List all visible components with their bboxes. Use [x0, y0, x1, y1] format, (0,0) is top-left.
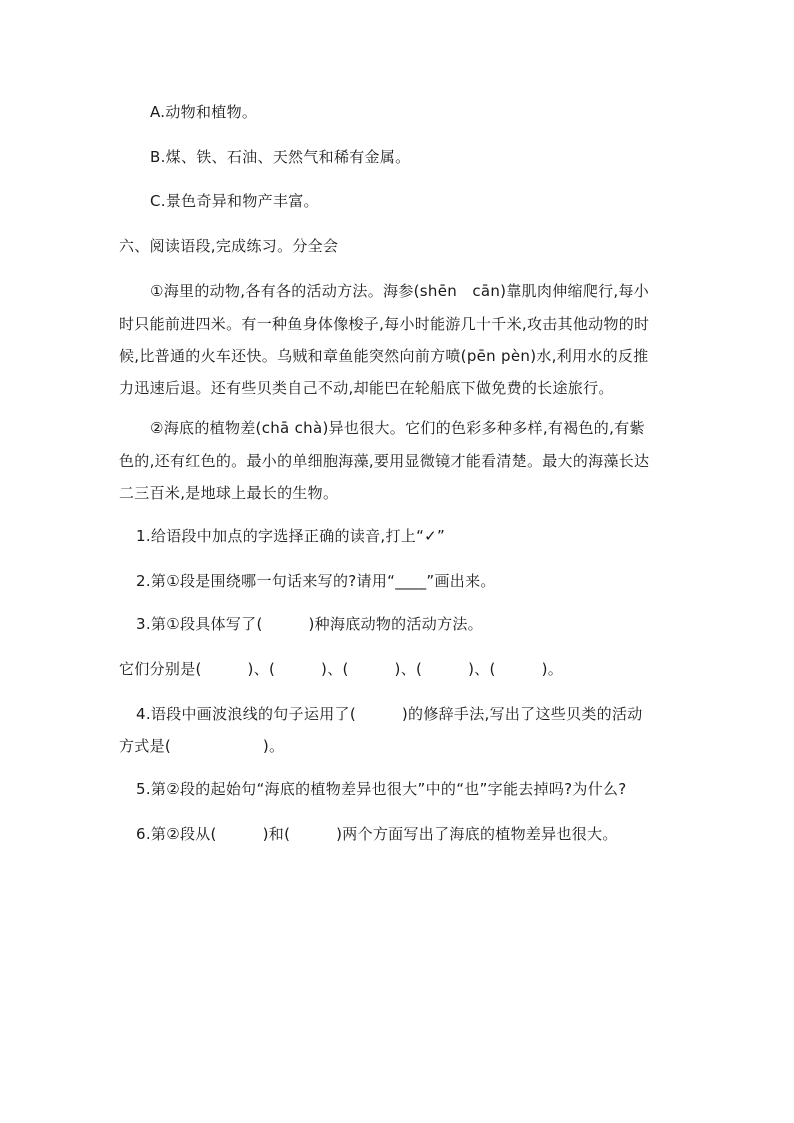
paragraph-2-line-2: 色的,还有红色的。最小的单细胞海藻,要用显微镜才能看清楚。最大的海藻长达	[119, 452, 650, 470]
paragraph-2-line-3: 二三百米,是地球上最长的生物。	[119, 484, 339, 502]
option-b: B.煤、铁、石油、天然气和稀有金属。	[150, 148, 411, 166]
question-5: 5.第②段的起始句“海底的植物差异也很大”中的“也”字能去掉吗?为什么?	[136, 780, 627, 798]
option-c: C.景色奇异和物产丰富。	[150, 192, 319, 210]
question-4-continued: 方式是( )。	[119, 737, 285, 755]
paragraph-2-line-1: ②海底的植物差(chā chà)异也很大。它们的色彩多种多样,有褐色的,有紫	[150, 419, 645, 437]
paragraph-1-line-4: 力迅速后退。还有些贝类自己不动,却能巴在轮船底下做免费的长途旅行。	[119, 379, 614, 397]
question-4: 4.语段中画波浪线的句子运用了( )的修辞手法,写出了这些贝类的活动	[136, 705, 643, 723]
paragraph-1-line-3: 候,比普通的火车还快。乌贼和章鱼能突然向前方喷(pēn pèn)水,利用水的反推	[119, 347, 649, 365]
section-heading: 六、阅读语段,完成练习。分全会	[119, 237, 339, 255]
question-3-continued: 它们分别是( )、( )、( )、( )、( )。	[119, 660, 564, 678]
question-1: 1.给语段中加点的字选择正确的读音,打上“✓”	[136, 527, 446, 545]
paragraph-1-line-1: ①海里的动物,各有各的活动方法。海参(shēn cān)靠肌肉伸缩爬行,每小	[150, 282, 650, 300]
paragraph-1-line-2: 时只能前进四米。有一种鱼身体像梭子,每小时能游几十千米,攻击其他动物的时	[119, 315, 650, 333]
question-3: 3.第①段具体写了( )种海底动物的活动方法。	[136, 615, 483, 633]
question-6: 6.第②段从( )和( )两个方面写出了海底的植物差异也很大。	[136, 825, 618, 843]
option-a: A.动物和植物。	[150, 103, 258, 121]
question-2: 2.第①段是围绕哪一句话来写的?请用“____”画出来。	[136, 572, 496, 590]
